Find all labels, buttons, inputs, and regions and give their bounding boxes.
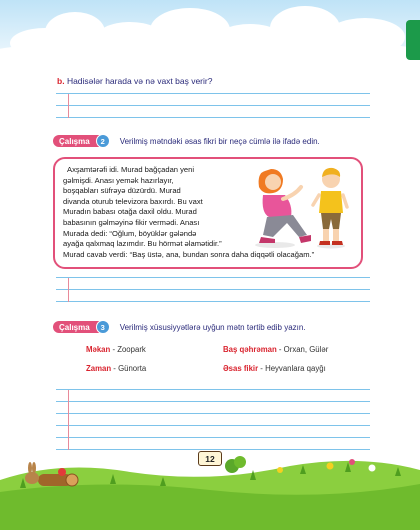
answer-lines-b[interactable] bbox=[56, 93, 370, 118]
answer-line[interactable] bbox=[56, 426, 370, 438]
question-b bbox=[57, 76, 212, 86]
feature-place bbox=[86, 345, 146, 354]
answer-line[interactable] bbox=[56, 94, 370, 106]
story-line: Muradın babası otağa daxil oldu. Murad bbox=[63, 207, 197, 217]
task-2-instruction: Verilmiş mətndəki əsas fikri bir neçə cümlə ilə ifadə edin. bbox=[119, 136, 320, 146]
task-2-number: 2 bbox=[96, 134, 110, 148]
story-line: boşqabları süfrəyə düzürdü. Murad bbox=[63, 186, 181, 196]
story-line: babasının gəlməyinə fikir vermədi. Anası bbox=[63, 217, 200, 227]
answer-line[interactable] bbox=[56, 390, 370, 402]
story-line: Axşamtərəfi idi. Murad bağçadan yeni bbox=[67, 165, 195, 174]
story-line: ayağa qalxmaq lazımdır. Bu hörmət əlamətidir.” bbox=[63, 239, 222, 249]
feature-place-key: Məkan bbox=[86, 345, 111, 354]
task-2-badge bbox=[53, 135, 106, 147]
answer-line[interactable] bbox=[56, 106, 370, 118]
feature-idea-value: - Heyvanlara qayğı bbox=[258, 364, 326, 373]
margin-line bbox=[68, 278, 69, 302]
answer-lines-2[interactable] bbox=[56, 277, 370, 302]
answer-line[interactable] bbox=[56, 438, 370, 450]
question-marker: b. bbox=[57, 76, 65, 86]
answer-line[interactable] bbox=[56, 290, 370, 302]
feature-idea bbox=[223, 364, 326, 373]
question-text: Hadisələr harada və nə vaxt baş verir? bbox=[66, 76, 213, 86]
story-line: gəlmişdi. Anası yemək hazırlayır, bbox=[63, 175, 174, 185]
task-3-number: 3 bbox=[96, 320, 110, 334]
feature-time-value: - Günorta bbox=[111, 364, 147, 373]
task-2-label: Çalışma bbox=[59, 136, 90, 146]
cloud-shape bbox=[0, 40, 420, 70]
feature-time bbox=[86, 364, 146, 373]
task-3-instruction: Verilmiş xüsusiyyətlərə uyğun mətn tərtib edib yazın. bbox=[119, 322, 306, 332]
feature-time-key: Zaman bbox=[86, 364, 112, 373]
task-3-badge bbox=[53, 321, 106, 333]
margin-line bbox=[68, 94, 69, 118]
page-number: 12 bbox=[198, 451, 222, 466]
green-page-tab bbox=[406, 20, 420, 60]
margin-line bbox=[68, 390, 69, 450]
story-line: Murad cavab verdi: “Baş üstə, ana, bundan sonra daha diqqətli olacağam.” bbox=[63, 249, 315, 259]
story-line: divanda oturub televizora baxırdı. Bu vaxt bbox=[63, 196, 203, 206]
feature-idea-key: Əsas fikir bbox=[223, 364, 259, 373]
feature-place-value: - Zoopark bbox=[110, 345, 146, 354]
sky-header bbox=[0, 0, 420, 70]
answer-line[interactable] bbox=[56, 402, 370, 414]
answer-lines-3[interactable] bbox=[56, 389, 370, 450]
feature-hero bbox=[223, 345, 328, 354]
feature-hero-value: - Orxan, Gülər bbox=[276, 345, 329, 354]
feature-hero-key: Baş qəhrəman bbox=[223, 345, 277, 354]
answer-line[interactable] bbox=[56, 278, 370, 290]
task-3-header bbox=[53, 320, 306, 334]
task-3-label: Çalışma bbox=[59, 322, 90, 332]
story-box bbox=[53, 157, 363, 269]
mother-and-boy-illustration bbox=[247, 165, 355, 249]
answer-line[interactable] bbox=[56, 414, 370, 426]
task-2-header bbox=[53, 134, 320, 148]
story-line: Murada dedi: “Oğlum, böyüklər gələndə bbox=[63, 228, 197, 238]
